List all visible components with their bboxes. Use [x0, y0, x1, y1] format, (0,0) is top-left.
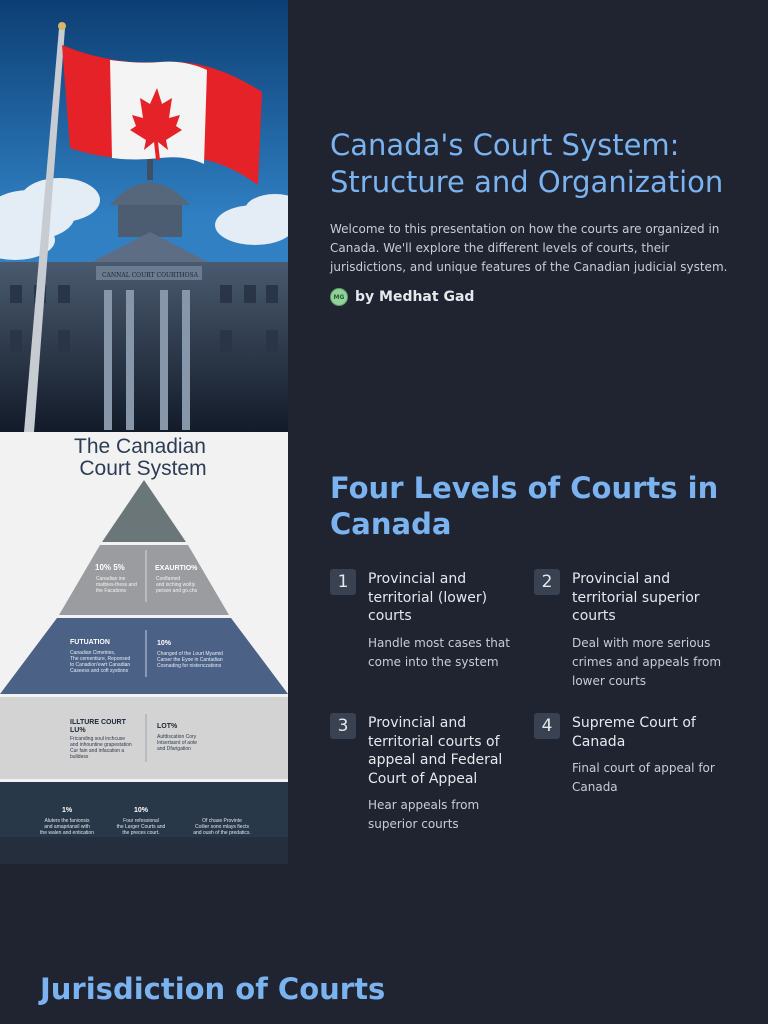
svg-text:Canadian ine: Canadian ine: [96, 576, 126, 582]
level-number: 3: [330, 713, 356, 739]
svg-text:and amapriansil with: and amapriansil with: [44, 824, 90, 830]
svg-text:and inhountine grapestation: and inhountine grapestation: [70, 742, 132, 748]
svg-text:The cementiure, Reponsed: The cementiure, Reponsed: [70, 656, 131, 662]
level-description: Handle most cases that come into the system: [368, 636, 510, 669]
jurisdiction-heading: Jurisdiction of Courts: [40, 972, 386, 1006]
tier3-col1-head: ILLTURE COURT: [70, 719, 126, 726]
svg-text:and ixching woltiy: and ixching woltiy: [156, 582, 196, 588]
svg-text:Cosnading for nistenczations: Cosnading for nistenczations: [157, 663, 222, 669]
tier3-col2-head: LOT%: [157, 723, 178, 730]
author-name: by Medhat Gad: [355, 289, 475, 305]
svg-text:and oush of the predatics.: and oush of the predatics.: [193, 830, 251, 836]
tier4-c2-head: 10%: [133, 807, 149, 814]
level-number: 4: [534, 713, 560, 739]
court-system-pyramid-image: [0, 432, 288, 864]
tier2-col1-head: FUTUATION: [70, 639, 110, 646]
avatar: MG: [330, 288, 348, 306]
svg-text:Caseess and coft systions: Caseess and coft systions: [70, 668, 129, 674]
level-title: Supreme Court of Canada: [572, 715, 696, 750]
svg-text:Cur fain and infacation a: Cur fain and infacation a: [70, 748, 125, 754]
svg-text:Aluters the fanionsis: Aluters the fanionsis: [44, 818, 90, 824]
svg-text:the walen and entication: the walen and entication: [40, 830, 94, 836]
svg-text:Carser the Eyoe in Cantadian: Carser the Eyoe in Cantadian: [157, 657, 223, 663]
svg-text:Changed of the Lourt Myamid: Changed of the Lourt Myamid: [157, 651, 223, 657]
svg-text:the Facations: the Facations: [96, 588, 127, 594]
tier2-col2-head: 10%: [157, 640, 172, 647]
svg-text:the Larger Courts and: the Larger Courts and: [116, 824, 166, 830]
pyramid-title-line2: Court System: [79, 457, 207, 480]
intro-text: Welcome to this presentation on how the courts are organized in Canada. We'll explore the different levels of courts, their jurisdictions, and unique features of the Canadian judicial system.: [330, 222, 728, 274]
svg-text:the preces court.: the preces court.: [122, 830, 160, 836]
level-number: 2: [534, 569, 560, 595]
svg-text:LU%: LU%: [70, 727, 86, 734]
svg-text:Canadian Cimetries,: Canadian Cimetries,: [70, 650, 116, 656]
svg-text:bulldess: bulldess: [70, 754, 89, 760]
levels-slide: [0, 432, 768, 864]
levels-heading: Four Levels of Courts in Canada: [330, 471, 719, 541]
level-title: Provincial and territorial superior courts: [572, 571, 700, 624]
canada-flag-courthouse-image: [0, 0, 288, 432]
tier1-col2-head: EXAURTIO%: [155, 565, 198, 572]
svg-text:and Dfarigation: and Dfarigation: [157, 746, 191, 752]
level-description: Deal with more serious crimes and appeals from lower courts: [572, 636, 722, 688]
tier4-c1-head: 1%: [61, 807, 73, 814]
svg-text:to Canadion'ewrt Canadian: to Canadion'ewrt Canadian: [70, 662, 131, 668]
pyramid-title-line1: The Canadian: [74, 435, 206, 458]
level-number: 1: [330, 569, 356, 595]
presentation-title: Canada's Court System: Structure and Organization: [330, 128, 724, 199]
svg-text:Intsertasnt of aote: Intsertasnt of aote: [157, 740, 198, 746]
building-sign: CANNAL COURT COURTHOSA: [101, 272, 199, 279]
level-description: Final court of appeal for Canada: [572, 761, 715, 794]
jurisdiction-slide: [0, 864, 768, 1024]
svg-text:Fricanding soul inchcuse: Fricanding soul inchcuse: [70, 736, 126, 742]
svg-text:Aufdiscation Cory: Aufdiscation Cory: [157, 734, 197, 740]
title-slide: [0, 0, 768, 432]
level-description: Hear appeals from superior courts: [368, 798, 480, 831]
svg-text:Of chase Provinte: Of chase Provinte: [202, 818, 242, 824]
level-title: Provincial and territorial courts of appeal and Federal Court of Appeal: [368, 715, 503, 787]
tier1-col1-head: 10% 5%: [95, 563, 125, 572]
svg-text:Conflamed: Conflamed: [156, 576, 181, 582]
svg-text:Coilier sono mlays fiects: Coilier sono mlays fiects: [195, 824, 249, 830]
svg-text:person and go.chs: person and go.chs: [156, 588, 198, 594]
flag-courthouse-illustration: [0, 0, 288, 432]
author-byline: [330, 288, 474, 306]
svg-text:Four refessional: Four refessional: [123, 818, 159, 824]
svg-text:matbies-thess and: matbies-thess and: [96, 582, 137, 588]
pyramid-infographic: [0, 432, 288, 864]
level-title: Provincial and territorial (lower) courts: [368, 571, 488, 624]
